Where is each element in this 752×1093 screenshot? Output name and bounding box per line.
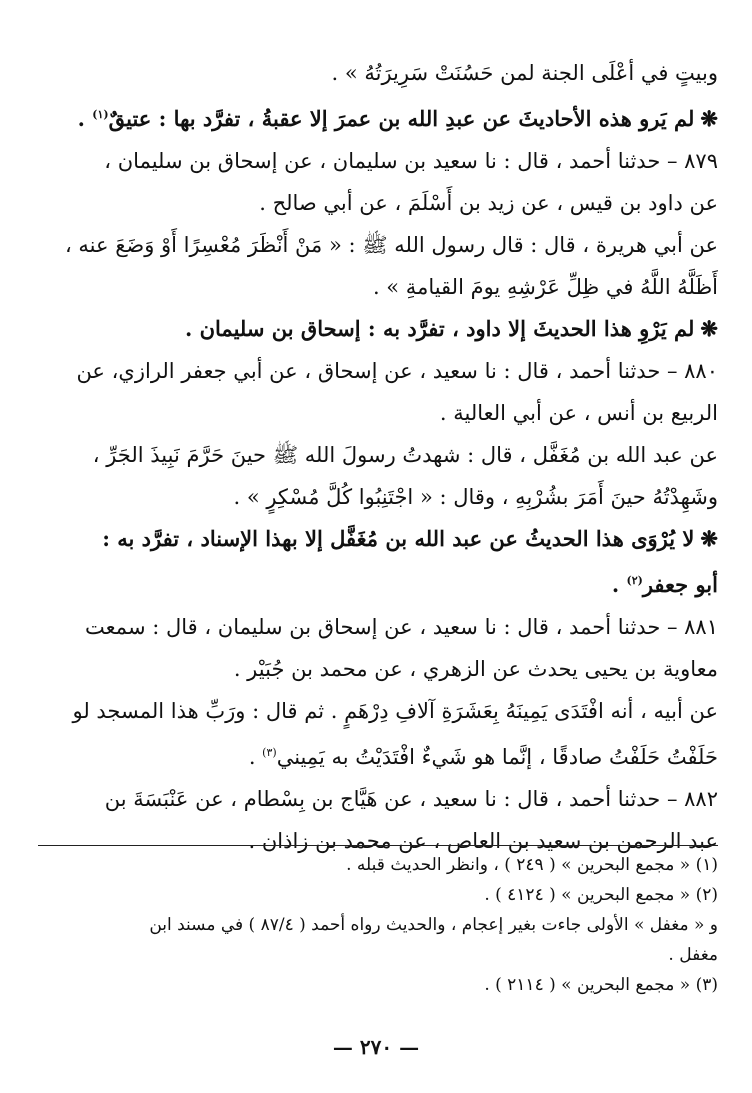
hadith-880-line: ٨٨٠ – حدثنا أحمد ، قال : نا سعيد ، عن إسحاق ، عن أبي جعفر الرازي، عن (76, 359, 718, 383)
text-line: عن عبد الله بن مُغَفَّل ، قال : شهدتُ رسولَ الله ﷺ حينَ حَرَّمَ نَبِيذَ الجَرِّ ، (92, 443, 718, 467)
text-line: عن داود بن قيس ، عن زيد بن أَسْلَمَ ، عن أبي صالح . (259, 191, 718, 215)
remark-line: ❋لم يَرو هذه الأحاديثَ عن عبدِ الله بن عمرَ إلا عقبةُ ، تفرَّد بها : عتيقٌ$^{(١)}$ . (77, 106, 718, 131)
footnote-item: (٣) « مجمع البحرين » ( ٢١١٤ ) . (484, 975, 718, 995)
footnote-item: (١) « مجمع البحرين » ( ٢٤٩ ) ، وانظر الحديث قبله . (346, 855, 718, 875)
footnote-ref: (٢) (626, 574, 643, 587)
star-icon: ❋ (700, 316, 718, 341)
remark-line (38, 518, 718, 560)
footnote-item: (٢) « مجمع البحرين » ( ٤١٢٤ ) . (484, 885, 718, 905)
footnote-divider (38, 845, 718, 846)
text-line: أَظَلَّهُ اللَّهُ في ظِلِّ عَرْشِهِ يومَ القيامةِ » . (372, 275, 718, 299)
remark-line: أبو جعفر$^{(٢)}$ . (611, 572, 718, 597)
main-text (38, 52, 718, 862)
text-line: عن أبيه ، أنه افْتَدَى يَمِينَهُ بِعَشَرَةِ آلافِ دِرْهَمٍ . ثم قال : ورَبِّ هذا المسجد لو (72, 699, 718, 723)
remark-text: أبو جعفر (642, 572, 718, 597)
hadith-882-line: ٨٨٢ – حدثنا أحمد ، قال : نا سعيد ، عن هَيَّاج بن بِسْطام ، عن عَنْبَسَةَ بن (104, 787, 718, 811)
text-line: عبد الرحمن بن سعيد بن العاص ، عن محمد بن زاذان . (248, 829, 718, 853)
hadith-881-line: ٨٨١ – حدثنا أحمد ، قال : نا سعيد ، عن إسحاق بن سليمان ، قال : سمعت (85, 615, 718, 639)
remark-text: لم يَرو هذه الأحاديثَ عن عبدِ الله بن عمرَ إلا عقبةُ ، تفرَّد بها : عتيقٌ (108, 106, 695, 131)
line-text: حَلَفْتُ حَلَفْتُ صادقًا ، إنَّما هو شَيءٌ افْتَدَيْتُ به يَمِيني (276, 745, 718, 769)
text-line: وبيتٍ في أعْلَى الجنة لمن حَسُنَتْ سَرِيرَتُهُ » . (331, 61, 718, 85)
text-line: معاوية بن يحيى يحدث عن الزهري ، عن محمد بن جُبَيْر . (233, 657, 718, 681)
footnote-item: مغفل . (668, 945, 718, 965)
remark-line (38, 308, 718, 350)
footnote-item: و « مغفل » الأولى جاءت بغير إعجام ، والحديث رواه أحمد ( ٨٧/٤ ) في مسند ابن (149, 915, 718, 935)
text-line: حَلَفْتُ حَلَفْتُ صادقًا ، إنَّما هو شَيءٌ افْتَدَيْتُ به يَمِيني$^{(٣)}$ . (248, 745, 718, 769)
page-number: — ٢٧٠ — (332, 1035, 420, 1059)
footnote-ref: (٣) (262, 746, 277, 759)
text-line: عن أبي هريرة ، قال : قال رسول الله ﷺ : « مَنْ أَنْظَرَ مُعْسِرًا أَوْ وَضَعَ عنه ، (64, 233, 718, 257)
text-line: وشَهِدْتُهُ حينَ أَمَرَ بشُرْبِهِ ، وقال : « اجْتَنِبُوا كُلَّ مُسْكِرٍ » . (233, 485, 718, 509)
star-icon: ❋ (700, 526, 718, 551)
footnote-ref: (١) (92, 108, 109, 121)
remark-text: لا يُرْوَى هذا الحديثُ عن عبد الله بن مُغَفَّل إلا بهذا الإسناد ، تفرَّد به : (102, 526, 695, 551)
footnotes (38, 850, 718, 1000)
remark-text: لم يَرْوِ هذا الحديثَ إلا داود ، تفرَّد به : إسحاق بن سليمان . (184, 316, 695, 341)
hadith-879-line: ٨٧٩ – حدثنا أحمد ، قال : نا سعيد بن سليمان ، عن إسحاق بن سليمان ، (104, 149, 718, 173)
text-line: الربيع بن أنس ، عن أبي العالية . (439, 401, 718, 425)
star-icon: ❋ (700, 106, 718, 131)
